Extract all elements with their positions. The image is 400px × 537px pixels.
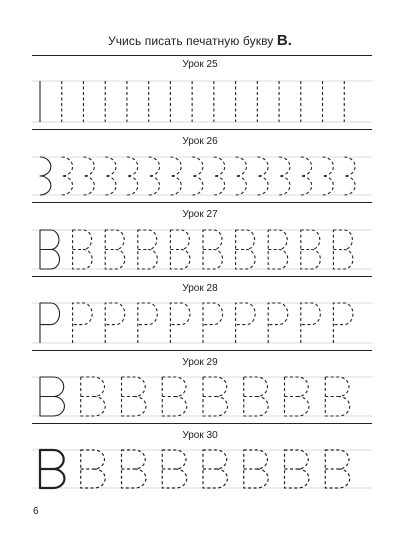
trace-letter (333, 230, 353, 269)
model-letter (40, 377, 64, 416)
trace-letter (279, 157, 290, 195)
lesson-26-practice-row (32, 150, 372, 202)
page-title-text: Учись писать печатную букву (107, 34, 274, 48)
trace-letter (62, 157, 73, 195)
trace-letter (138, 230, 158, 269)
trace-letter (257, 157, 268, 195)
trace-letter (81, 450, 105, 488)
section-divider (32, 202, 372, 203)
trace-letter (162, 377, 186, 416)
lesson-25-title: Урок 25 (182, 59, 218, 70)
trace-letter (203, 230, 223, 269)
model-letter (40, 303, 60, 343)
page-title (0, 32, 400, 49)
model-letter (40, 450, 64, 488)
trace-letter (344, 157, 355, 195)
trace-letter (122, 450, 146, 488)
lesson-25-practice-row (32, 74, 372, 129)
trace-letter (236, 303, 256, 343)
trace-letter (170, 230, 190, 269)
section-divider (32, 55, 372, 56)
lesson-28-practice-row (32, 296, 372, 350)
trace-letter (105, 303, 125, 343)
trace-letter (333, 303, 353, 343)
lesson-29-title: Урок 29 (182, 357, 218, 368)
lesson-27-practice-row (32, 223, 372, 276)
trace-letter (203, 450, 227, 488)
trace-letter (170, 303, 190, 343)
trace-letter (105, 230, 125, 269)
trace-letter (301, 303, 321, 343)
trace-letter (127, 157, 138, 195)
trace-letter (162, 450, 186, 488)
trace-letter (192, 157, 203, 195)
trace-letter (301, 157, 312, 195)
section-divider (32, 423, 372, 424)
trace-letter (73, 230, 93, 269)
lesson-28-title: Урок 28 (182, 283, 218, 294)
trace-letter (268, 230, 288, 269)
trace-letter (122, 377, 146, 416)
trace-letter (149, 157, 160, 195)
trace-letter (105, 157, 116, 195)
page-title-letter: В. (276, 32, 293, 49)
trace-letter (244, 377, 268, 416)
lesson-27-title: Урок 27 (182, 209, 218, 220)
section-divider (32, 350, 372, 351)
trace-letter (170, 157, 181, 195)
lesson-29-practice-row (32, 370, 372, 423)
lesson-30-practice-row (32, 443, 372, 495)
page-number: 6 (33, 506, 39, 517)
trace-letter (214, 157, 225, 195)
trace-letter (138, 303, 158, 343)
lesson-30-title: Урок 30 (182, 430, 218, 441)
trace-letter (203, 303, 223, 343)
trace-letter (73, 303, 93, 343)
trace-letter (325, 377, 349, 416)
model-letter (40, 230, 60, 269)
trace-letter (285, 377, 309, 416)
trace-letter (236, 230, 256, 269)
trace-letter (325, 450, 349, 488)
trace-letter (81, 377, 105, 416)
trace-letter (203, 377, 227, 416)
trace-letter (323, 157, 334, 195)
trace-letter (244, 450, 268, 488)
lesson-26-title: Урок 26 (182, 136, 218, 147)
section-divider (32, 276, 372, 277)
trace-letter (301, 230, 321, 269)
trace-letter (83, 157, 94, 195)
model-letter (40, 157, 51, 195)
trace-letter (268, 303, 288, 343)
trace-letter (236, 157, 247, 195)
trace-letter (285, 450, 309, 488)
section-divider (32, 129, 372, 130)
